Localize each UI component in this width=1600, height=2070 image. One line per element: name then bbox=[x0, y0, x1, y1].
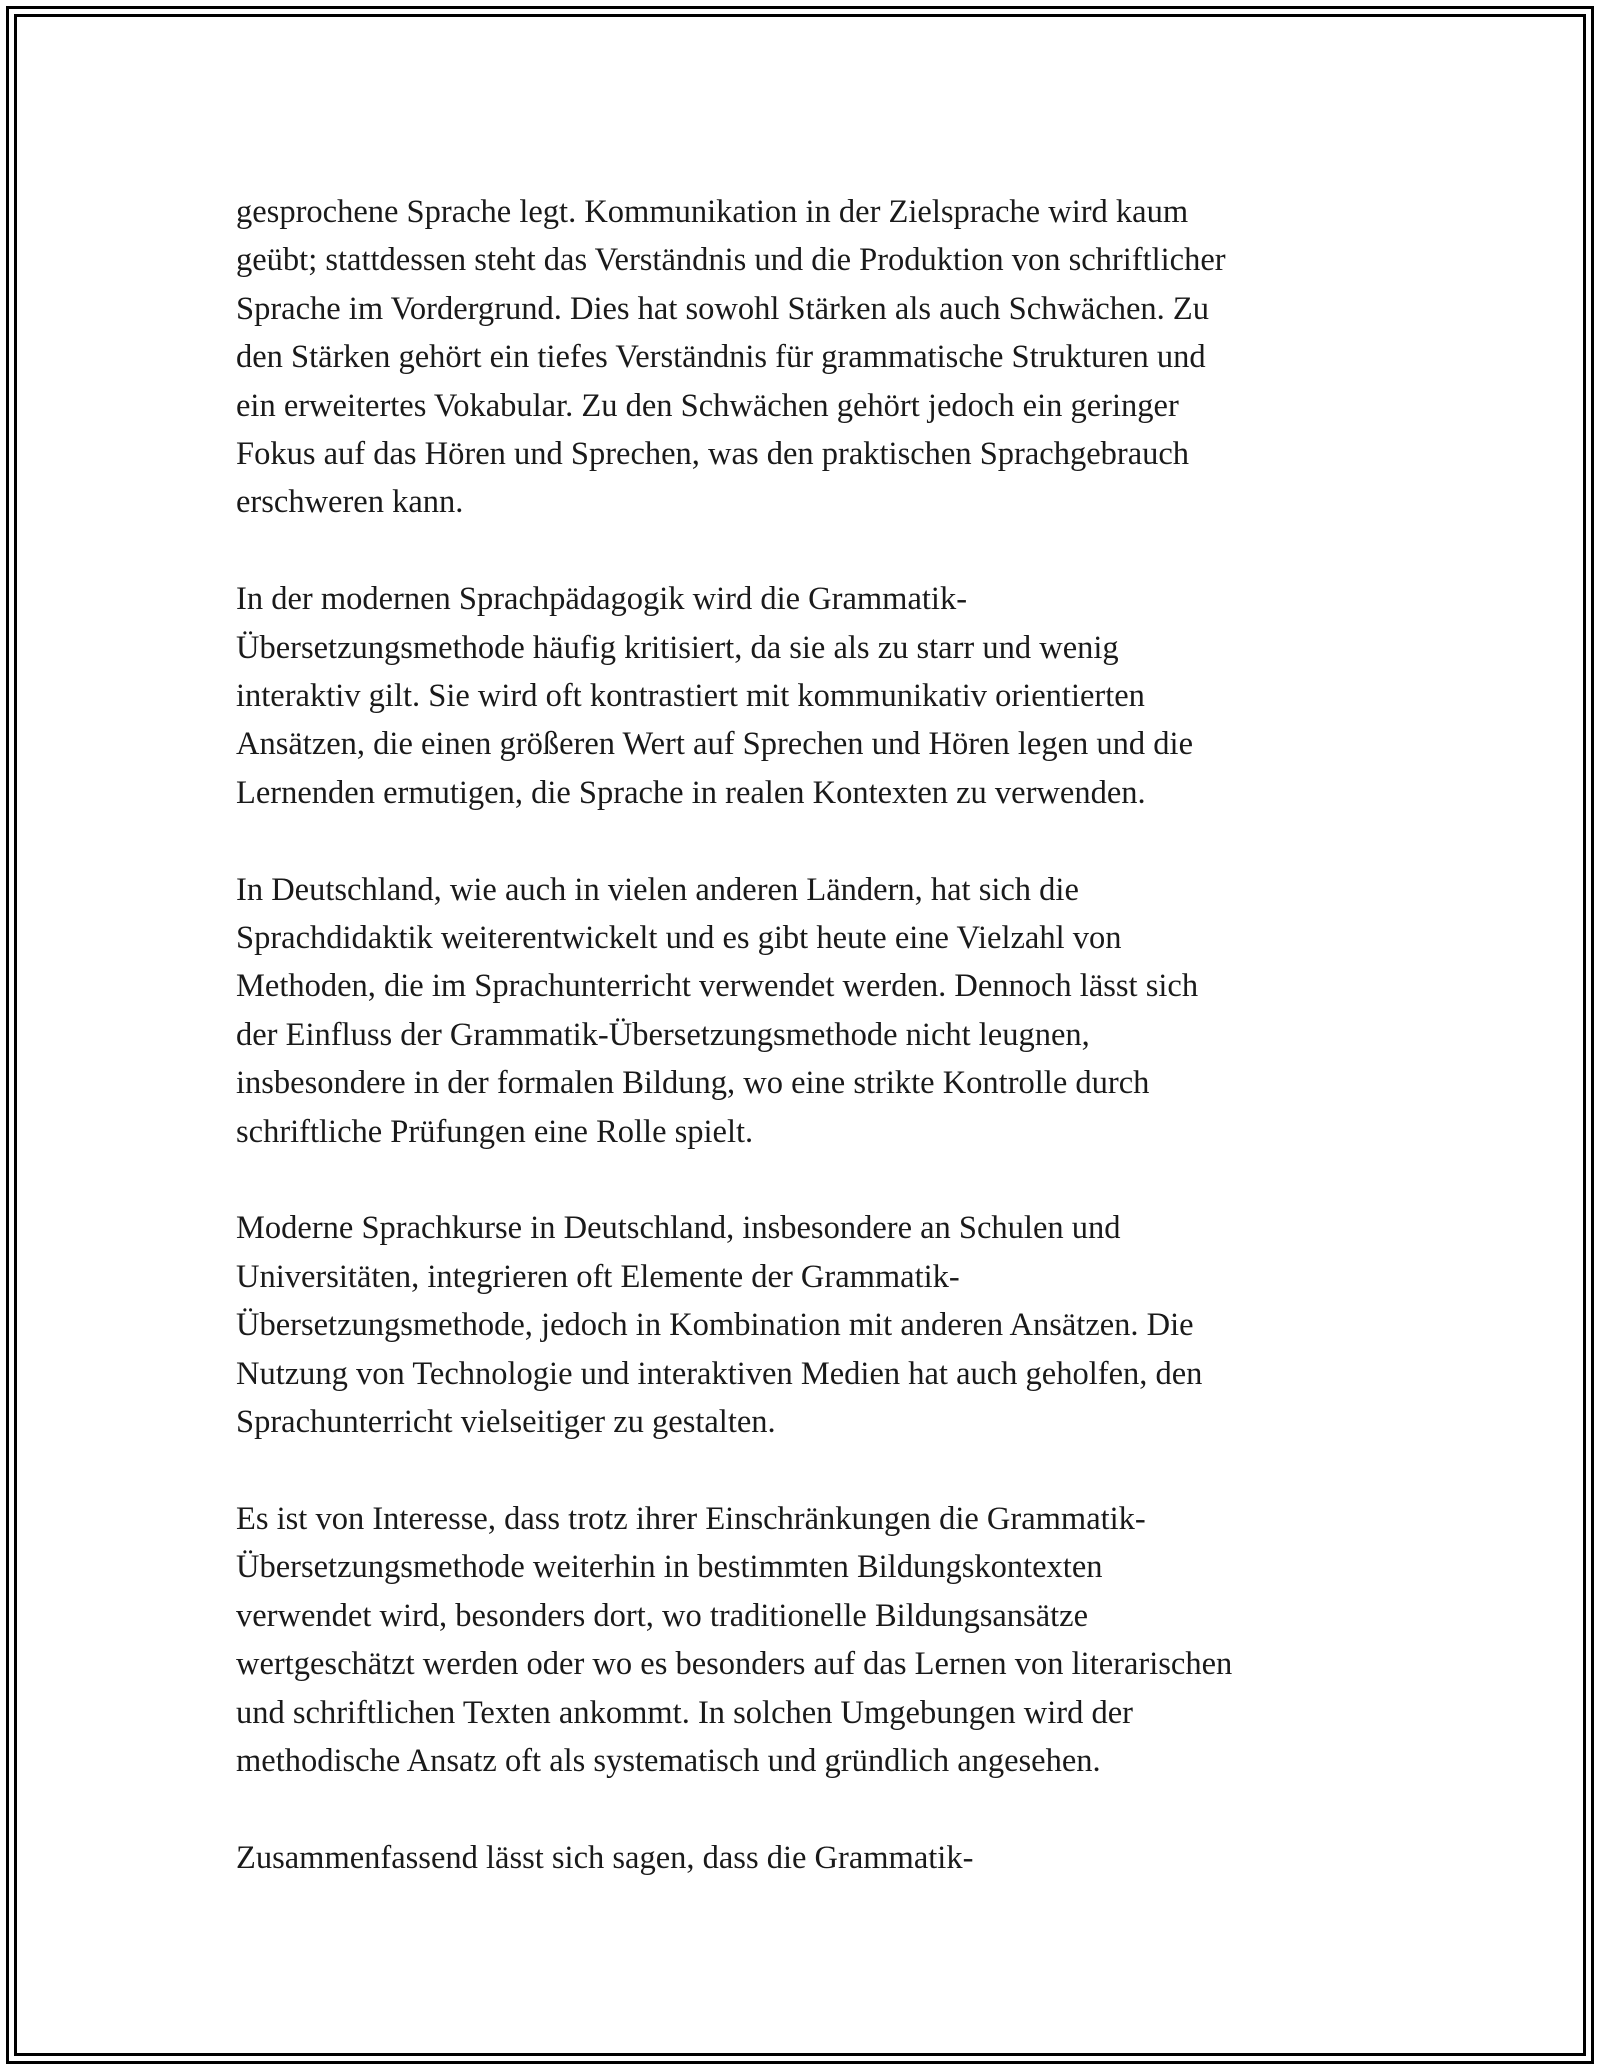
text-line: Übersetzungsmethode weiterhin in bestimmten Bildungskontexten bbox=[236, 1549, 1103, 1586]
text-line: und schriftlichen Texten ankommt. In solchen Umgebungen wird der bbox=[236, 1694, 1133, 1731]
paragraph bbox=[236, 1495, 1376, 1785]
text-line: Übersetzungsmethode häufig kritisiert, da sie als zu starr und wenig bbox=[236, 629, 1119, 666]
text-line: Ansätzen, die einen größeren Wert auf Sprechen und Hören legen und die bbox=[236, 726, 1193, 763]
text-line: schriftliche Prüfungen eine Rolle spielt. bbox=[236, 1113, 754, 1150]
text-line: ein erweitertes Vokabular. Zu den Schwächen gehört jedoch ein geringer bbox=[236, 387, 1179, 424]
text-line: insbesondere in der formalen Bildung, wo eine strikte Kontrolle durch bbox=[236, 1065, 1150, 1102]
text-line: Sprachdidaktik weiterentwickelt und es gibt heute eine Vielzahl von bbox=[236, 920, 1122, 957]
text-line: Fokus auf das Hören und Sprechen, was den praktischen Sprachgebrauch bbox=[236, 436, 1190, 473]
paragraph bbox=[236, 188, 1376, 527]
text-line: Methoden, die im Sprachunterricht verwendet werden. Dennoch lässt sich bbox=[236, 968, 1199, 1005]
text-line: Nutzung von Technologie und interaktiven Medien hat auch geholfen, den bbox=[236, 1355, 1203, 1392]
paragraph bbox=[236, 1834, 1376, 1882]
text-line: erschweren kann. bbox=[236, 484, 464, 521]
paragraph bbox=[236, 866, 1376, 1156]
text-line: Zusammenfassend lässt sich sagen, dass die Grammatik- bbox=[236, 1839, 974, 1876]
paragraph bbox=[236, 575, 1376, 817]
text-line: geübt; stattdessen steht das Verständnis und die Produktion von schriftlicher bbox=[236, 242, 1226, 279]
text-line: interaktiv gilt. Sie wird oft kontrastiert mit kommunikativ orientierten bbox=[236, 678, 1145, 715]
text-line: methodische Ansatz oft als systematisch und gründlich angesehen. bbox=[236, 1742, 1101, 1779]
text-line: In Deutschland, wie auch in vielen anderen Ländern, hat sich die bbox=[236, 871, 1079, 908]
text-line: Übersetzungsmethode, jedoch in Kombination mit anderen Ansätzen. Die bbox=[236, 1307, 1194, 1344]
text-line: verwendet wird, besonders dort, wo traditionelle Bildungsansätze bbox=[236, 1597, 1088, 1634]
text-line: Moderne Sprachkurse in Deutschland, insbesondere an Schulen und bbox=[236, 1210, 1121, 1247]
text-line: Lernenden ermutigen, die Sprache in realen Kontexten zu verwenden. bbox=[236, 774, 1146, 811]
paragraph bbox=[236, 1204, 1376, 1446]
text-line: Sprache im Vordergrund. Dies hat sowohl Stärken als auch Schwächen. Zu bbox=[236, 290, 1209, 327]
document-body bbox=[236, 188, 1376, 1882]
text-line: der Einfluss der Grammatik-Übersetzungsmethode nicht leugnen, bbox=[236, 1016, 1090, 1053]
text-line: Es ist von Interesse, dass trotz ihrer Einschränkungen die Grammatik- bbox=[236, 1500, 1146, 1537]
text-line: den Stärken gehört ein tiefes Verständnis für grammatische Strukturen und bbox=[236, 339, 1206, 376]
text-line: Universitäten, integrieren oft Elemente der Grammatik- bbox=[236, 1258, 960, 1295]
text-line: gesprochene Sprache legt. Kommunikation in der Zielsprache wird kaum bbox=[236, 194, 1189, 230]
text-line: In der modernen Sprachpädagogik wird die Grammatik- bbox=[236, 581, 968, 618]
text-line: wertgeschätzt werden oder wo es besonders auf das Lernen von literarischen bbox=[236, 1646, 1233, 1683]
text-line: Sprachunterricht vielseitiger zu gestalten. bbox=[236, 1404, 776, 1441]
